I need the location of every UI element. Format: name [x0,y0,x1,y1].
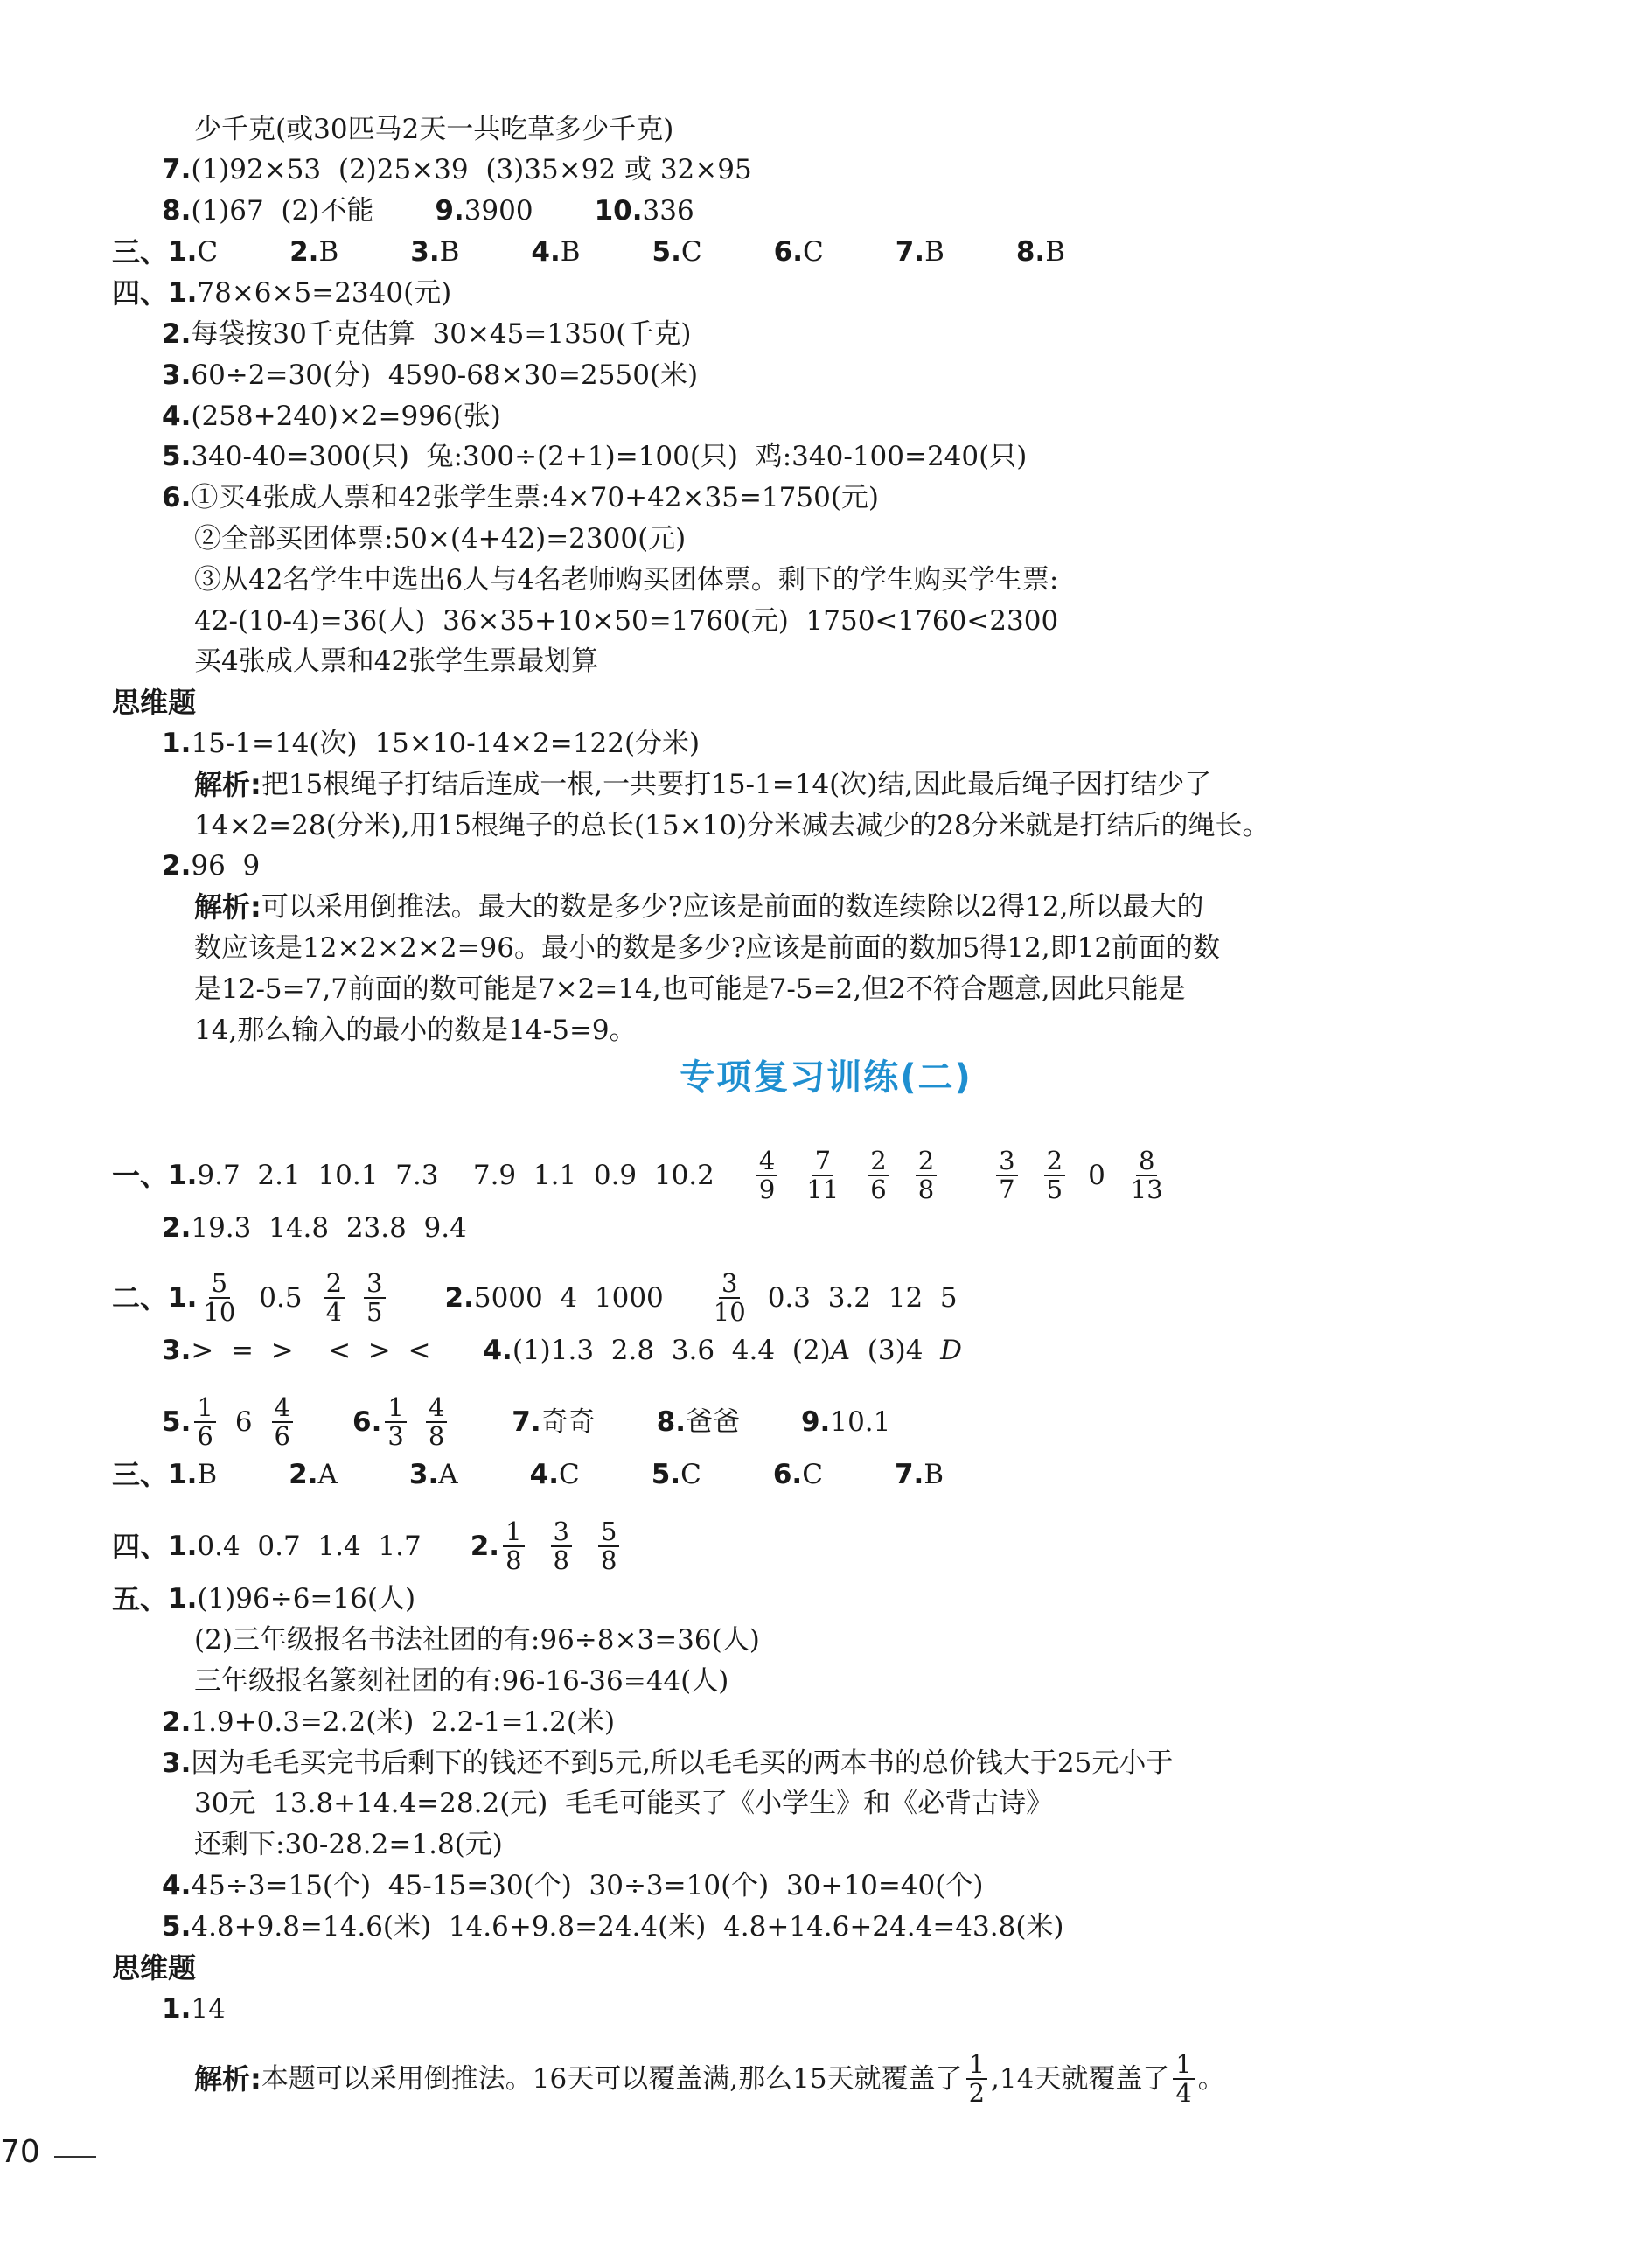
text-line: 还剩下:30-28.2=1.8(元) [194,1829,503,1860]
fraction: 3 7 [996,1147,1017,1203]
fraction: 4 6 [272,1394,293,1450]
answer-line: 五、 1. (1)96÷6=16(人) [112,1582,416,1615]
text-line: 三年级报名篆刻社团的有:96-16-36=44(人) [194,1665,729,1697]
fraction: 4 8 [426,1394,447,1450]
answer-line: 1. 14 [162,1993,226,2025]
fraction: 1 2 [966,2051,987,2107]
section-3-answers: 三、 1. C 2. B 3. B 4. B 5. C 6. C 7. B 8. B [112,235,1065,269]
analysis-line: 14,那么输入的最小的数是14-5=9。 [194,1015,637,1046]
page-number-rule [54,2156,96,2158]
section-2-answers: 二、 1. 5 10 0.5 2 4 3 5 2. 5000 4 1000 3 10 0.3 3.2 12 5 [112,1268,958,1327]
fraction: 5 10 [203,1268,236,1327]
analysis-line: 解析: 可以采用倒推法。最大的数是多少?应该是前面的数连续除以2得12,所以最大的 [194,890,1204,924]
fraction: 1 4 [1173,2051,1194,2107]
fraction: 1 3 [385,1394,406,1450]
answer-line: 7. (1)92×53 (2)25×39 (3)35×92 或 32×95 [162,154,752,185]
section-1-answers: 一、 1. 9.7 2.1 10.1 7.3 7.9 1.1 0.9 10.2 4 9 7 11 2 6 2 8 3 7 2 5 0 8 13 [112,1147,1169,1203]
answer-line: 2. 1.9+0.3=2.2(米) 2.2-1=1.2(米) [162,1706,616,1738]
text-line: 少千克(或30匹马2天一共吃草多少千克) [194,114,674,145]
fraction: 3 8 [551,1518,572,1574]
section-4-answers: 四、 1. 0.4 0.7 1.4 1.7 2. 1 8 3 8 5 8 [112,1518,623,1574]
section-3-answers: 三、 1. B 2. A 3. A 4. C 5. C 6. C 7. B [112,1458,944,1491]
fraction: 7 11 [806,1146,840,1204]
fraction: 2 4 [324,1270,345,1326]
analysis-line: 是12-5=7,7前面的数可能是7×2=14,也可能是7-5=2,但2不符合题意,因此只能是 [194,973,1186,1005]
answer-line: 8. (1)67 (2)不能 9. 3900 10. 336 [162,195,694,227]
analysis-line: 14×2=28(分米),用15根绳子的总长(15×10)分米减去减少的28分米就是打结后的绳长。 [194,810,1270,841]
page-number: 70 [0,2134,40,2170]
answer-line: 4. (258+240)×2=996(张) [162,401,501,432]
fraction: 1 8 [503,1518,524,1574]
text-line: (2)三年级报名书法社团的有:96÷8×3=36(人) [194,1624,760,1656]
fraction: 5 8 [598,1518,619,1574]
thinking-heading: 思维题 [112,686,197,719]
text-line: 42-(10-4)=36(人) 36×35+10×50=1760(元) 1750<1760<2300 [194,605,1059,637]
text-line: 30元 13.8+14.4=28.2(元) 毛毛可能买了《小学生》和《必背古诗》 [194,1788,1054,1819]
fraction: 1 6 [194,1394,215,1450]
text-line: ②全部买团体票:50×(4+42)=2300(元) [194,523,687,555]
answer-line: 3. 60÷2=30(分) 4590-68×30=2550(米) [162,359,699,391]
answer-line: 6. ①买4张成人票和42张学生票:4×70+42×35=1750(元) [162,482,880,513]
fraction: 2 5 [1044,1147,1065,1203]
analysis-line: 解析: 把15根绳子打结后连成一根,一共要打15-1=14(次)结,因此最后绳子因打结少了 [194,768,1212,801]
answer-line: 2. 19.3 14.8 23.8 9.4 [162,1212,467,1244]
analysis-line: 数应该是12×2×2×2=96。最小的数是多少?应该是前面的数加5得12,即12前面的数 [194,932,1221,964]
answer-line: 5. 4.8+9.8=14.6(米) 14.6+9.8=24.4(米) 4.8+14.6+24.4=43.8(米) [162,1911,1064,1943]
fraction: 3 5 [364,1270,385,1326]
fraction: 2 8 [916,1147,937,1203]
answer-line: 2. 96 9 [162,850,261,882]
fraction: 4 9 [756,1147,777,1203]
fraction: 3 10 [713,1268,746,1327]
answer-line: 5. 1 6 6 4 6 6. 1 3 4 8 7. 奇奇 8. 爸爸 9. 10.1 [162,1392,891,1451]
answer-line: 四、 1. 78×6×5=2340(元) [112,276,452,310]
analysis-line: 解析: 本题可以采用倒推法。16天可以覆盖满,那么15天就覆盖了 1 2 ,14天就覆盖了 1 4 。 [194,2049,1225,2108]
answer-line: 5. 340-40=300(只) 兔:300÷(2+1)=100(只) 鸡:340-100=240(只) [162,441,1028,472]
section-title: 专项复习训练(二) [680,1057,972,1098]
answer-line: 1. 15-1=14(次) 15×10-14×2=122(分米) [162,728,701,759]
fraction: 2 6 [868,1147,889,1203]
thinking-heading: 思维题 [112,1951,197,1984]
answer-line: 3. 因为毛毛买完书后剩下的钱还不到5元,所以毛毛买的两本书的总价钱大于25元小于 [162,1747,1174,1779]
answer-line: 4. 45÷3=15(个) 45-15=30(个) 30÷3=10(个) 30+10=40(个) [162,1870,984,1901]
text-line: ③从42名学生中选出6人与4名老师购买团体票。剩下的学生购买学生票: [194,564,1059,596]
text-line: 买4张成人票和42张学生票最划算 [194,645,599,677]
fraction: 8 13 [1130,1146,1163,1204]
answer-line: 2. 每袋按30千克估算 30×45=1350(千克) [162,318,692,350]
answer-line: 3. > = > < > < 4. (1)1.3 2.8 3.6 4.4 (2) A (3)4 D [162,1335,962,1366]
